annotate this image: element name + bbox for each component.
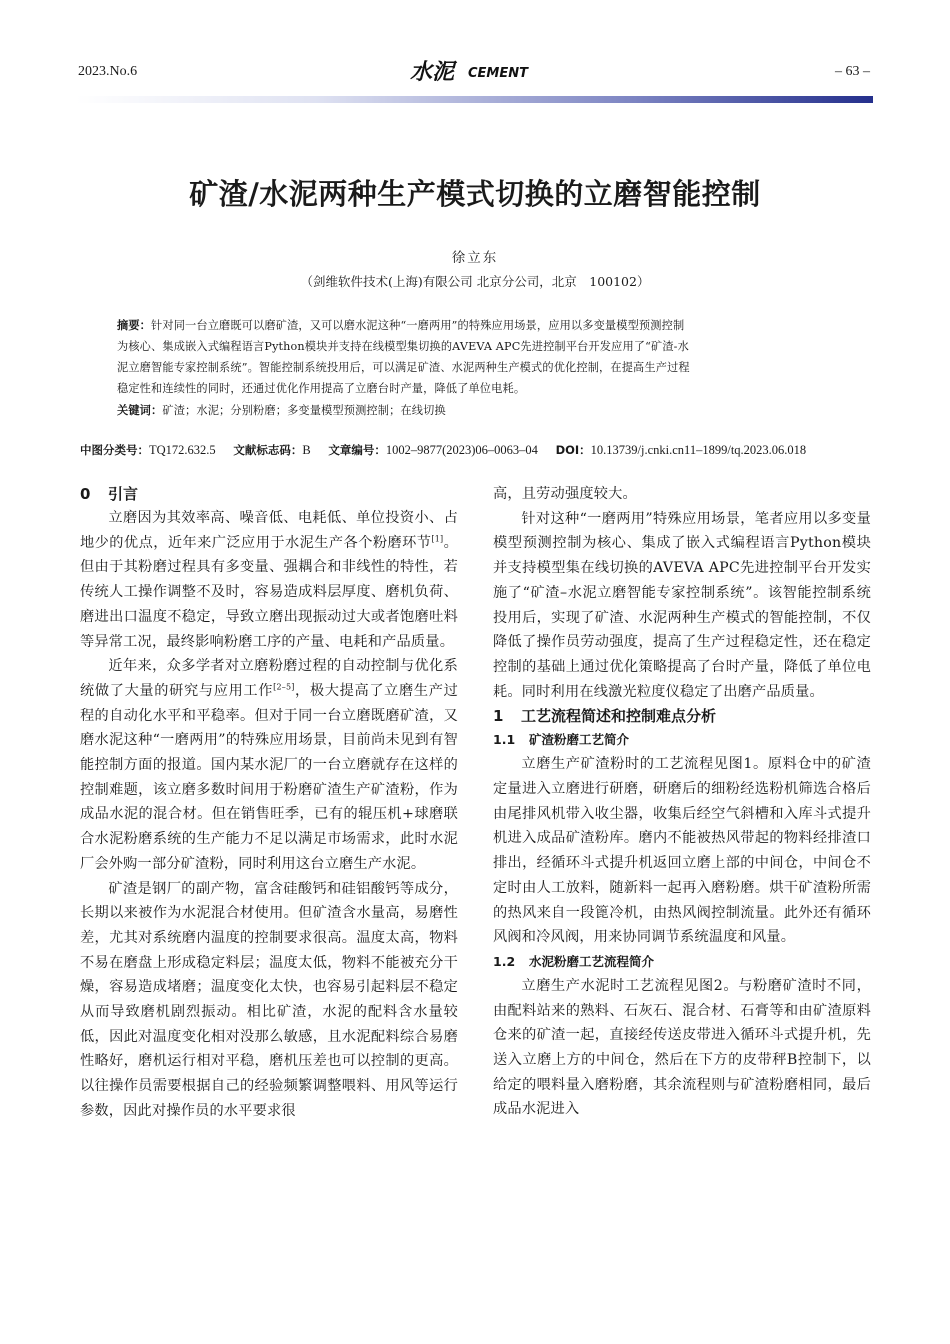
paragraph-6: 立磨生产水泥时工艺流程见图2。与粉磨矿渣时不同，由配料站来的熟料、石灰石、混合材、石膏等和由矿渣原料仓来的矿渣一起，直接经传送皮带进入循环斗式提升机，先送入立磨上方的中间仓，然后在下方的皮带秤B控制下，以给定的喂料量入磨粉磨，其余流程则与矿渣粉磨相同，最后成品水泥进入 (493, 977, 871, 1118)
article-number-value: 1002–9877(2023)06–0063–04 (385, 443, 538, 457)
section-1-2-title: 水泥粉磨工艺流程简介 (529, 953, 655, 969)
abstract-line-2: 为核心、集成嵌入式编程语言Python模块并支持在线模型集切换的AVEVA APC先进控制平台开发应用了“矿渣-水 (117, 340, 689, 353)
paragraph-3: 矿渣是钢厂的副产物，富含硅酸钙和硅铝酸钙等成分，长期以来被作为水泥混合材使用。但矿渣含水量高，易磨性差，尤其对系统磨内温度的控制要求很高。温度太高，物料不易在磨盘上形成稳定料层；温度太低，物料不能被充分干燥，容易造成堵磨；温度变化太快，也容易引起料层不稳定从而导致磨机剧烈振动。相比矿渣，水泥的配料含水量较低，因此对温度变化相对没那么敏感，且水泥配料综合易磨性略好，磨机运行相对平稳，磨机压差也可以控制的更高。以往操作员需要根据自己的经验频繁调整喂料、用风等运行参数，因此对操作员的水平要求很 (80, 880, 458, 1119)
article-title: 矿渣/水泥两种生产模式切换的立磨智能控制 (189, 177, 761, 211)
section-0-number: 0 (80, 485, 91, 503)
affiliation: （剑维软件技术(上海)有限公司 北京分公司，北京 100102） (300, 274, 650, 289)
classification-line (80, 442, 806, 458)
paragraph-3-continued: 高，且劳动强度较大。 (493, 486, 637, 502)
clc-value: TQ172.632.5 (149, 443, 216, 457)
doi-value: 10.13739/j.cnki.cn11–1899/tq.2023.06.018 (590, 443, 807, 457)
author-name: 徐立东 (451, 250, 499, 266)
abstract-label: 摘要： (117, 319, 152, 332)
section-1-1-heading (493, 728, 871, 752)
section-1-1-number: 1.1 (493, 732, 516, 748)
paragraph-5: 立磨生产矿渣粉时的工艺流程见图1。原料仓中的矿渣定量进入立磨进行研磨，研磨后的细粉经选粉机筛选合格后由尾排风机带入收尘器，收集后经空气斜槽和入库斗式提升机进入成品矿渣粉库。磨内不能被热风带起的物料经排渣口排出，经循环斗式提升机返回立磨上部的中间仓，中间仓不定时由人工放料，随新料一起再入磨粉磨。烘干矿渣粉所需的热风来自一段篦冷机，由热风阀控制流量。此外还有循环风阀和冷风阀，用来协同调节系统温度和风量。 (493, 756, 871, 946)
clc-label: 中图分类号： (80, 443, 149, 457)
article-number-label: 文章编号： (328, 443, 386, 457)
section-1-number: 1 (493, 707, 504, 726)
header-gradient-bar (76, 96, 873, 103)
section-0-heading (80, 482, 458, 506)
abstract-line-1 (117, 317, 684, 333)
keywords-text: 矿渣；水泥；分别粉磨；多变量模型预测控制；在线切换 (162, 404, 446, 417)
abstract-line-3: 泥立磨智能专家控制系统”。智能控制系统投用后，可以满足矿渣、水泥两种生产模式的优化控制，在提高生产过程 (117, 361, 690, 374)
abstract-text-1: 针对同一台立磨既可以磨矿渣，又可以磨水泥这种“一磨两用”的特殊应用场景，应用以多变量模型预测控制 (151, 319, 685, 332)
issue-label: 2023.No.6 (78, 64, 138, 79)
abstract-line-4: 稳定性和连续性的同时，还通过优化作用提高了立磨台时产量，降低了单位电耗。 (117, 382, 526, 395)
page-number: – 63 – (835, 64, 870, 79)
doc-code-value: B (302, 443, 311, 457)
section-1-2-number: 1.2 (493, 953, 516, 969)
keywords-label: 关键词： (117, 404, 163, 417)
citation-1: [1] (431, 533, 444, 543)
section-1-heading (493, 704, 871, 728)
section-0-title: 引言 (108, 485, 139, 503)
journal-logo-en: CEMENT (468, 66, 528, 81)
doc-code-label: 文献标志码： (233, 443, 303, 457)
citation-2-5: [2–5] (273, 682, 295, 692)
journal-logo (410, 56, 540, 86)
right-column (493, 482, 871, 1122)
doi-label: DOI： (555, 443, 591, 457)
paragraph-1 (80, 506, 458, 654)
journal-logo-graphic (410, 56, 540, 86)
paragraph-2-part-b: ，极大提高了立磨生产过程的自动化水平和平稳率。但对于同一台立磨既磨矿渣，又磨水泥这种“一磨两用”的特殊应用场景，目前尚未见到有智能控制方面的报道。国内某水泥厂的一台立磨就存在这样的控制难题，该立磨多数时间用于粉磨矿渣生产矿渣粉，作为成品水泥的混合材。但在销售旺季，已有的辊压机+球磨联合水泥粉磨系统的生产能力不足以满足市场需求，此时水泥厂会外购一部分矿渣粉，同时利用这台立磨生产水泥。 (80, 682, 458, 872)
paragraph-1-part-b: 。但由于其粉磨过程具有多变量、强耦合和非线性的特性，若传统人工操作调整不及时，容易造成料层厚度、磨机负荷、磨进出口温度不稳定，导致立磨出现振动过大或者饱磨吐料等异常工况，最终影响粉磨工序的产量、电耗和产品质量。 (80, 534, 459, 650)
paragraph-2 (80, 654, 458, 876)
section-1-title: 工艺流程简述和控制难点分析 (521, 707, 717, 726)
journal-logo-cn: 水泥 (410, 59, 455, 85)
paragraph-4: 针对这种“一磨两用”特殊应用场景，笔者应用以多变量模型预测控制为核心、集成了嵌入式编程语言Python模块并支持模型集在线切换的AVEVA APC先进控制平台开发实施了“矿渣–水泥立磨智能专家控制系统”。该智能控制系统投用后，实现了矿渣、水泥两种生产模式的智能控制，不仅降低了操作员劳动强度，提高了生产过程稳定性，还在稳定控制的基础上通过优化策略提高了台时产量，降低了单位电耗。同时利用在线激光粒度仪稳定了出磨产品质量。 (493, 510, 871, 700)
paragraph-2-part-a: 近年来，众多学者对立磨粉磨过程的自动控制与优化系统做了大量的研究与应用工作 (80, 658, 458, 699)
section-1-1-title: 矿渣粉磨工艺简介 (529, 732, 630, 748)
section-1-2-heading (493, 950, 871, 974)
left-column (80, 482, 458, 1124)
paragraph-1-part-a: 立磨因为其效率高、噪音低、电耗低、单位投资小、占地少的优点，近年来广泛应用于水泥生产各个粉磨环节 (80, 510, 458, 551)
keywords-line (117, 402, 446, 418)
